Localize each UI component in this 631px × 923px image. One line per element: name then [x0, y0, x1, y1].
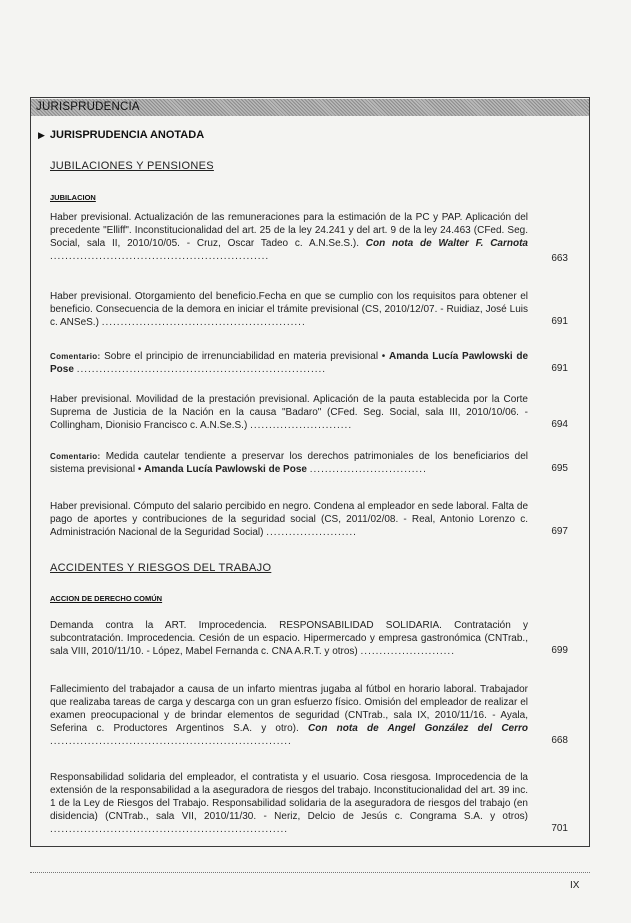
- entry-author: Amanda Lucía Pawlowski de Pose: [50, 351, 528, 375]
- entry-9: Responsabilidad solidaria del empleador, el contratista y el usuario. Cosa riesgosa. Improcedencia de la extensión de la responsabilidad a la aseguradora de riesgos del trabajo. Inconstitucionalidad del art. 39 inc. 1 de la Ley de Riesgos del Trabajo. Responsabilidad solidaria de la aseguradora de riesgos del trabajo (en disidencia) (CNTrab., sala VII, 2010/11/30. - Neriz, Delcio de Jesús c. Congrama S.A. y otros) ...............................................................: [50, 772, 528, 835]
- entry-7: Demanda contra la ART. Improcedencia. RESPONSABILIDAD SOLIDARIA. Contratación y subcontratación. Improcedencia. Cesión de un espacio. Hipermercado y empresa gastronómica (CNTrab., sala VIII, 2010/11/10. - López, Mabel Fernanda c. CNA A.R.T. y otros) .........................: [50, 620, 528, 657]
- entry-page: 691: [551, 363, 568, 374]
- band-title: JURISPRUDENCIA: [36, 101, 140, 113]
- entry-2: Haber previsional. Otorgamiento del beneficio.Fecha en que se cumplio con los requisitos para obtener el beneficio. Consecuencia de la demora en iniciar el trámite previsional (CS, 2010/12/07. - Ruidiaz, José Luis c. ANSeS.) ......................................................: [50, 291, 528, 328]
- entry-page: 668: [551, 735, 568, 746]
- subcategory-jubilacion: JUBILACION: [50, 193, 96, 202]
- entry-note: Con nota de Walter F. Carnota: [365, 238, 528, 249]
- entry-4: Haber previsional. Movilidad de la prestación previsional. Aplicación de la pauta establecida por la Corte Suprema de Justicia de la Nación en la causa "Badaro" (CFed. Seg. Social, sala III, 2010/10/06. - Collingham, Dionisio Francisco c. A.N.Se.S.) ...........................: [50, 394, 528, 431]
- entry-page: 701: [551, 823, 568, 834]
- entry-text: Haber previsional. Otorgamiento del beneficio.Fecha en que se cumplio con los requisitos para obtener el beneficio. Consecuencia de la demora en iniciar el trámite previsional (CS, 2010/12/07. - Ruidiaz, José Luis c. ANSeS.): [50, 291, 528, 328]
- category-accidentes: ACCIDENTES Y RIESGOS DEL TRABAJO: [50, 562, 272, 574]
- section-header: [38, 129, 204, 141]
- entry-6: Haber previsional. Cómputo del salario percibido en negro. Condena al empleador en sede laboral. Falta de pago de aportes y contribuciones de la seguridad social (CS, 2011/02/08. - Real, Antonio Lorenzo c. Administración Nacional de la Seguridad Social) ........................: [50, 501, 528, 538]
- entry-text: Fallecimiento del trabajador a causa de un infarto mientras jugaba al fútbol en horario laboral. Trabajador que realizaba tareas de carga y descarga con un gran esfuerzo físico. Omisión del empleador de realizar el examen preocupacional y de brindar elementos de seguridad (CNTrab., sala IX, 2010/11/16. - Ayala, Seferina c. Productores Argentinos S.A. y otro).: [50, 684, 528, 734]
- entry-text: Responsabilidad solidaria del empleador, el contratista y el usuario. Cosa riesgosa. Improcedencia de la extensión de la responsabilidad a la aseguradora de riesgos del trabajo. Inconstitucionalidad del art. 39 inc. 1 de la Ley de Riesgos del Trabajo. Responsabilidad solidaria de la aseguradora de riesgos del trabajo (en disidencia) (CNTrab., sala VII, 2010/11/30. - Neriz, Delcio de Jesús c. Congrama S.A. y otros): [50, 772, 528, 822]
- entry-text: Sobre el principio de irrenunciabilidad en materia previsional: [104, 351, 379, 362]
- entry-page: 663: [551, 253, 568, 264]
- entry-3: Comentario: Sobre el principio de irrenunciabilidad en materia previsional • Amanda Lucía Pawlowski de Pose ..................................................................: [50, 351, 528, 375]
- entry-1: Haber previsional. Actualización de las remuneraciones para la estimación de la PC y PAP. Aplicación del precedente "Elliff". Inconstitucionalidad del art. 25 de la ley 24.241 y del art. 9 de la ley 24.463 (CFed. Seg. Social, sala II, 2010/10/05. - Cruz, Oscar Tadeo c. A.N.Se.S.). Con nota de Walter F. Carnota ..........................................................: [50, 212, 528, 262]
- entry-page: 695: [551, 463, 568, 474]
- subcategory-accion: ACCION DE DERECHO COMÚN: [50, 594, 163, 603]
- entry-text: Haber previsional. Movilidad de la prestación previsional. Aplicación de la pauta establecida por la Corte Suprema de Justicia de la Nación en la causa "Badaro" (CFed. Seg. Social, sala III, 2010/10/06. - Collingham, Dionisio Francisco c. A.N.Se.S.): [50, 394, 528, 431]
- entry-5: Comentario: Medida cautelar tendiente a preservar los derechos patrimoniales de los beneficiarios del sistema previsional • Amanda Lucía Pawlowski de Pose ...............................: [50, 451, 529, 475]
- page-number: IX: [570, 880, 580, 891]
- entry-text: Demanda contra la ART. Improcedencia. RESPONSABILIDAD SOLIDARIA. Contratación y subcontratación. Improcedencia. Cesión de un espacio. Hipermercado y empresa gastronómica (CNTrab., sala VIII, 2010/11/10. - López, Mabel Fernanda c. CNA A.R.T. y otros): [50, 620, 528, 657]
- entry-page: 694: [551, 419, 568, 430]
- entry-note: Con nota de Angel González del Cerro: [308, 723, 528, 734]
- entry-author: Amanda Lucía Pawlowski de Pose: [144, 464, 307, 475]
- triangle-right-icon: ▶: [38, 129, 45, 140]
- entry-text: Medida cautelar tendiente a preservar los derechos patrimoniales de los beneficiarios del sistema previsional: [50, 451, 529, 475]
- category-jubilaciones: JUBILACIONES Y PENSIONES: [50, 160, 214, 172]
- entry-page: 699: [551, 645, 568, 656]
- entry-page: 691: [551, 316, 568, 327]
- entry-text: Haber previsional. Actualización de las remuneraciones para la estimación de la PC y PAP. Aplicación del precedente "Elliff". Inconstitucionalidad del art. 25 de la ley 24.241 y del art. 9 de la ley 24.463 (CFed. Seg. Social, sala II, 2010/10/05. - Cruz, Oscar Tadeo c. A.N.Se.S.).: [50, 212, 528, 249]
- entry-8: Fallecimiento del trabajador a causa de un infarto mientras jugaba al fútbol en horario laboral. Trabajador que realizaba tareas de carga y descarga con un gran esfuerzo físico. Omisión del empleador de realizar el examen preocupacional y de brindar elementos de seguridad (CNTrab., sala IX, 2010/11/16. - Ayala, Seferina c. Productores Argentinos S.A. y otro). Con nota de Angel González del Cerro ................................................................: [50, 684, 528, 747]
- entry-text: Haber previsional. Cómputo del salario percibido en negro. Condena al empleador en sede laboral. Falta de pago de aportes y contribuciones de la seguridad social (CS, 2011/02/08. - Real, Antonio Lorenzo c. Administración Nacional de la Seguridad Social): [50, 501, 528, 538]
- entry-page: 697: [551, 526, 568, 537]
- footer-rule: [30, 872, 590, 873]
- entry-label: Comentario:: [50, 452, 101, 461]
- section-header-label: JURISPRUDENCIA ANOTADA: [49, 129, 205, 141]
- entry-label: Comentario:: [50, 352, 101, 361]
